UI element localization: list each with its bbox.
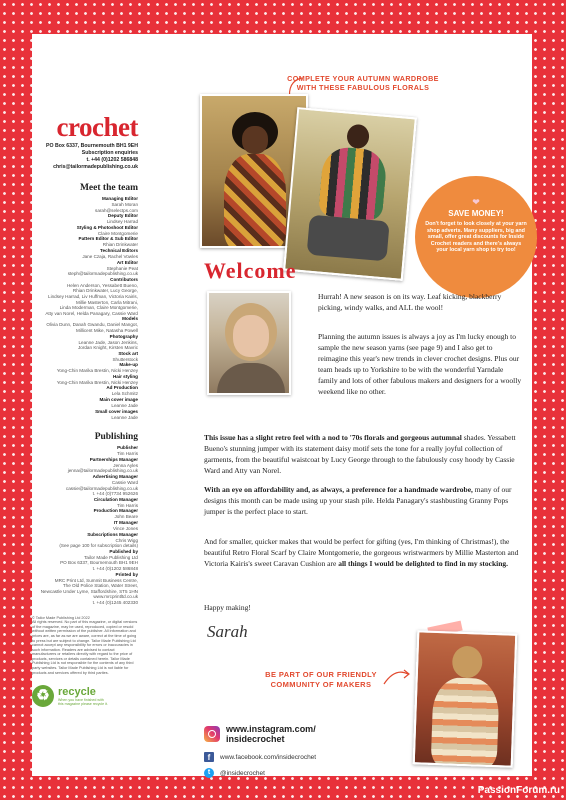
- role-names: John Beare: [114, 514, 138, 520]
- site-url[interactable]: www.insidecrochet.co.uk: [463, 770, 520, 776]
- recycle-icon: ♻: [32, 685, 54, 707]
- recycle-mark: [32, 685, 138, 707]
- florals-caption: COMPLETE YOUR AUTUMN WARDROBE WITH THESE FABULOUS FLORALS: [287, 74, 439, 92]
- twitter-handle[interactable]: @insidecrochet: [220, 769, 265, 777]
- page-number: 5: [523, 770, 526, 776]
- role-names: Vince Jones: [113, 526, 138, 531]
- role-title: Managing Editor: [102, 196, 138, 201]
- role-names: Cassie Ward cassie@tailormadepublishing.co.uk t. +44 (0)7734 952626: [65, 480, 138, 497]
- save-money-title: SAVE MONEY!: [448, 209, 504, 218]
- role-names: Lindsey Harrad: [106, 219, 138, 225]
- phone-line: t. +44 (0)1202 586848: [86, 157, 138, 163]
- role-names: Sarah Moran sarah@selectps.com: [95, 202, 138, 213]
- role-title: Hair styling: [112, 373, 138, 379]
- florals-photo-model-2: [283, 107, 417, 281]
- role-names: Olivia Dunn, Danah Gwandu, Daniel Mangot, Millicent Mike, Natasha Powell: [46, 322, 138, 333]
- crochet-logo: crochet: [56, 112, 138, 142]
- welcome-paragraph-3: [204, 432, 522, 476]
- paragraph-5-body: And for smaller, quicker makes that would be perfect for gifting (yes, I'm thinking of Christmas!), the beautiful Retro Floral Scarf by Claire Montgomerie, the gorgeous wristwarmers by Millie Masterton and Victoria Kairis's sweet Caravan Cushion are: [204, 537, 519, 568]
- publishing-heading: Publishing: [94, 432, 138, 443]
- paragraph-3-body: shades. Yessabett Bueno's stunning jumper with its statement daisy motif sets the tone for a really joyful collection of garments, from the beautiful waistcoat by Lucy George through to the fabulously cosy hoody by Cassie Ward and Atty van Norel.: [204, 433, 516, 475]
- arrow-icon: [382, 668, 412, 688]
- role-title: Partnerships Manager: [89, 456, 138, 462]
- paragraph-3-lead: This issue has a slight retro feel with a nod to '70s florals and gorgeous autumnal: [204, 433, 462, 442]
- role-title: Photography: [109, 333, 138, 339]
- editor-photo: [207, 291, 291, 395]
- role-names: Tim Harris: [116, 451, 138, 457]
- welcome-paragraph-5: [204, 536, 522, 569]
- role-names: Jane Czaja, Rachel Vowles: [82, 253, 138, 259]
- role-names: Shutterstock: [112, 356, 138, 362]
- role-title: Pattern Editor & Sub Editor: [78, 236, 138, 242]
- community-caption: BE PART OF OUR FRIENDLY COMMUNITY OF MAKERS: [265, 670, 377, 689]
- role-title: Main cover image: [99, 397, 138, 403]
- role-title: IT Manager: [113, 520, 138, 525]
- magazine-page: [32, 34, 532, 776]
- recycle-word: recycle: [58, 685, 96, 698]
- role-names: Chris Wigg (See page 100 for subscription details): [59, 537, 138, 549]
- instagram-icon: [204, 726, 220, 742]
- publishing-list: [32, 445, 138, 605]
- paragraph-4-lead: With an eye on affordability and, as always, a preference for a handmade wardrobe,: [204, 485, 473, 494]
- role-title: Contributors: [110, 276, 138, 282]
- site-watermark: PassionForum.ru: [477, 785, 560, 796]
- role-names: Lela Schmitz: [111, 391, 138, 397]
- email-link[interactable]: chris@tailormadepublishing.co.uk: [53, 164, 138, 170]
- save-money-badge: [415, 176, 537, 298]
- role-names: Jenna Ayles jenna@tailormadepublishing.co.uk: [67, 462, 138, 474]
- paragraph-4-body: many of our designs this month can be made using up your stash pile. Helda Panagary's stashbusting Granny Pops jumper is the perfect place to start.: [204, 485, 512, 516]
- editor-signature: Sarah: [207, 622, 248, 641]
- footer-url[interactable]: [463, 770, 526, 776]
- role-title: Advertising Manager: [92, 474, 138, 480]
- heart-icon: ❤: [472, 197, 480, 207]
- twitter-icon: t: [204, 768, 214, 778]
- role-names: Yong-Chin Marika Brestin, Nicki Henzey: [56, 368, 138, 374]
- save-money-body: Don't forget to look closely at your yarn shop adverts. Many suppliers, big and small, offer great discounts for Inside Crochet readers and there's always your local yarn shop to try too!: [425, 221, 527, 254]
- address-line: PO Box 6337, Bournemouth BH1 9EH: [46, 143, 138, 149]
- role-title: Ad Production: [106, 385, 138, 391]
- role-names: Tim Harris: [116, 502, 138, 508]
- twitter-link[interactable]: [204, 768, 265, 778]
- paragraph-5-tail: all things I would be delighted to find in my stocking.: [338, 559, 509, 568]
- facebook-url[interactable]: www.facebook.com/insidecrochet: [220, 753, 317, 761]
- role-title: Technical Editors: [100, 247, 138, 253]
- role-names: Tailor Made Publishing Ltd PO Box 6337, Bournemouth BH1 9EH t. +44 (0)1202 586848: [60, 554, 138, 571]
- welcome-heading: Welcome: [204, 258, 297, 283]
- masthead-column: [32, 114, 138, 707]
- subs-label: Subscription enquiries: [81, 150, 138, 156]
- welcome-paragraph-2: Planning the autumn issues is always a joy as I'm lucky enough to sample the new season yarns (see page 9) and I also get to reimagine this year's new trends in clever crochet designs. Plus our team heads up to Yorkshire to be with the wonderful Yarndale family and lots of other fabulous makers and designers for a woolly weekend like no other.: [318, 332, 522, 396]
- team-heading: Meet the team: [79, 183, 138, 193]
- role-title: Subscriptions Manager: [87, 531, 138, 537]
- role-names: Claire Montgomerie: [97, 230, 138, 236]
- role-names: MRC Print Ltd, Summit Business Centre, The Old Police Station, Water Street, Newcastle Under Lyme, Staffordshire, ST5 1HN www.mrcprintltd.co.uk t. +44 (0)1245 402330: [40, 577, 138, 605]
- team-list: [32, 196, 138, 420]
- masthead-address: [32, 143, 138, 171]
- recycle-subtext: When you have finished with this magazine please recycle it.: [58, 697, 108, 706]
- role-names: Helen Anderson, Yessabett Bueno, Rhian Drinkwater, Lucy George, Lindsey Harrad, Liv Huffman, Victoria Kairis, Millie Masterton, Carla Mitrani, Linda Moderman, Claire Montgomerie, Atty van Norel, Helda Panagary, Cassie Ward: [45, 282, 138, 316]
- copyright-notice: © Tailor Made Publishing Ltd 2022 All rights reserved. No part of this magazine, or digital versions of the magazine, may be used, reproduced, copied or resold without written permission of the publisher. All information and prices are, as far as we are aware, correct at the time of going to press but are subject to change. Tailor Made Publishing Ltd cannot accept any responsibility for errors or inaccuracies in such information. Readers are advised to contact manufacturers or retailers directly with regard to the price of products, services or details contained herein. Tailor Made Publishing Ltd is not responsible for the contents of any third party websites. Tailor Made Publishing Ltd is not liable for products and services offered by third parties.: [32, 615, 138, 675]
- instagram-url[interactable]: www.instagram.com/ insidecrochet: [226, 724, 316, 744]
- role-names: Leanne Jade: [111, 414, 138, 420]
- role-names: Yong-Chin Marika Brestin, Nicki Henzey: [56, 379, 138, 385]
- role-title: Make-up: [119, 362, 138, 368]
- instagram-link[interactable]: [204, 724, 316, 744]
- facebook-icon: f: [204, 752, 214, 762]
- facebook-link[interactable]: [204, 752, 316, 762]
- welcome-paragraph-4: [204, 484, 522, 517]
- role-title: Styling & Photoshoot Editor: [76, 224, 138, 230]
- role-names: Leanne Jade: [111, 403, 138, 409]
- role-title: Small cover images: [95, 408, 138, 414]
- role-title: Deputy Editor: [107, 213, 138, 219]
- role-names: Rhian Drinkwater: [102, 242, 138, 248]
- role-title: Printed by: [115, 571, 138, 577]
- role-title: Production Manager: [93, 508, 138, 514]
- community-photo: [413, 630, 518, 767]
- role-title: Models: [122, 316, 138, 322]
- role-title: Publisher: [117, 445, 138, 451]
- role-title: Circulation Manager: [93, 496, 138, 502]
- sign-off: Happy making!: [204, 603, 251, 612]
- role-title: Published by: [109, 548, 138, 554]
- role-names: Stephanie Peat steph@tailormadepublishing.co.uk: [67, 265, 138, 277]
- role-title: Stock art: [118, 350, 138, 356]
- welcome-paragraph-1: Hurrah! A new season is on its way. Leaf kicking, blackberry picking, windy walks, and ALL the wool!: [318, 292, 502, 312]
- role-title: Art Editor: [116, 259, 138, 265]
- role-names: Leanne Jade, Jason Jenkins, Jordan Knight, Kirsten Mavric: [78, 339, 138, 351]
